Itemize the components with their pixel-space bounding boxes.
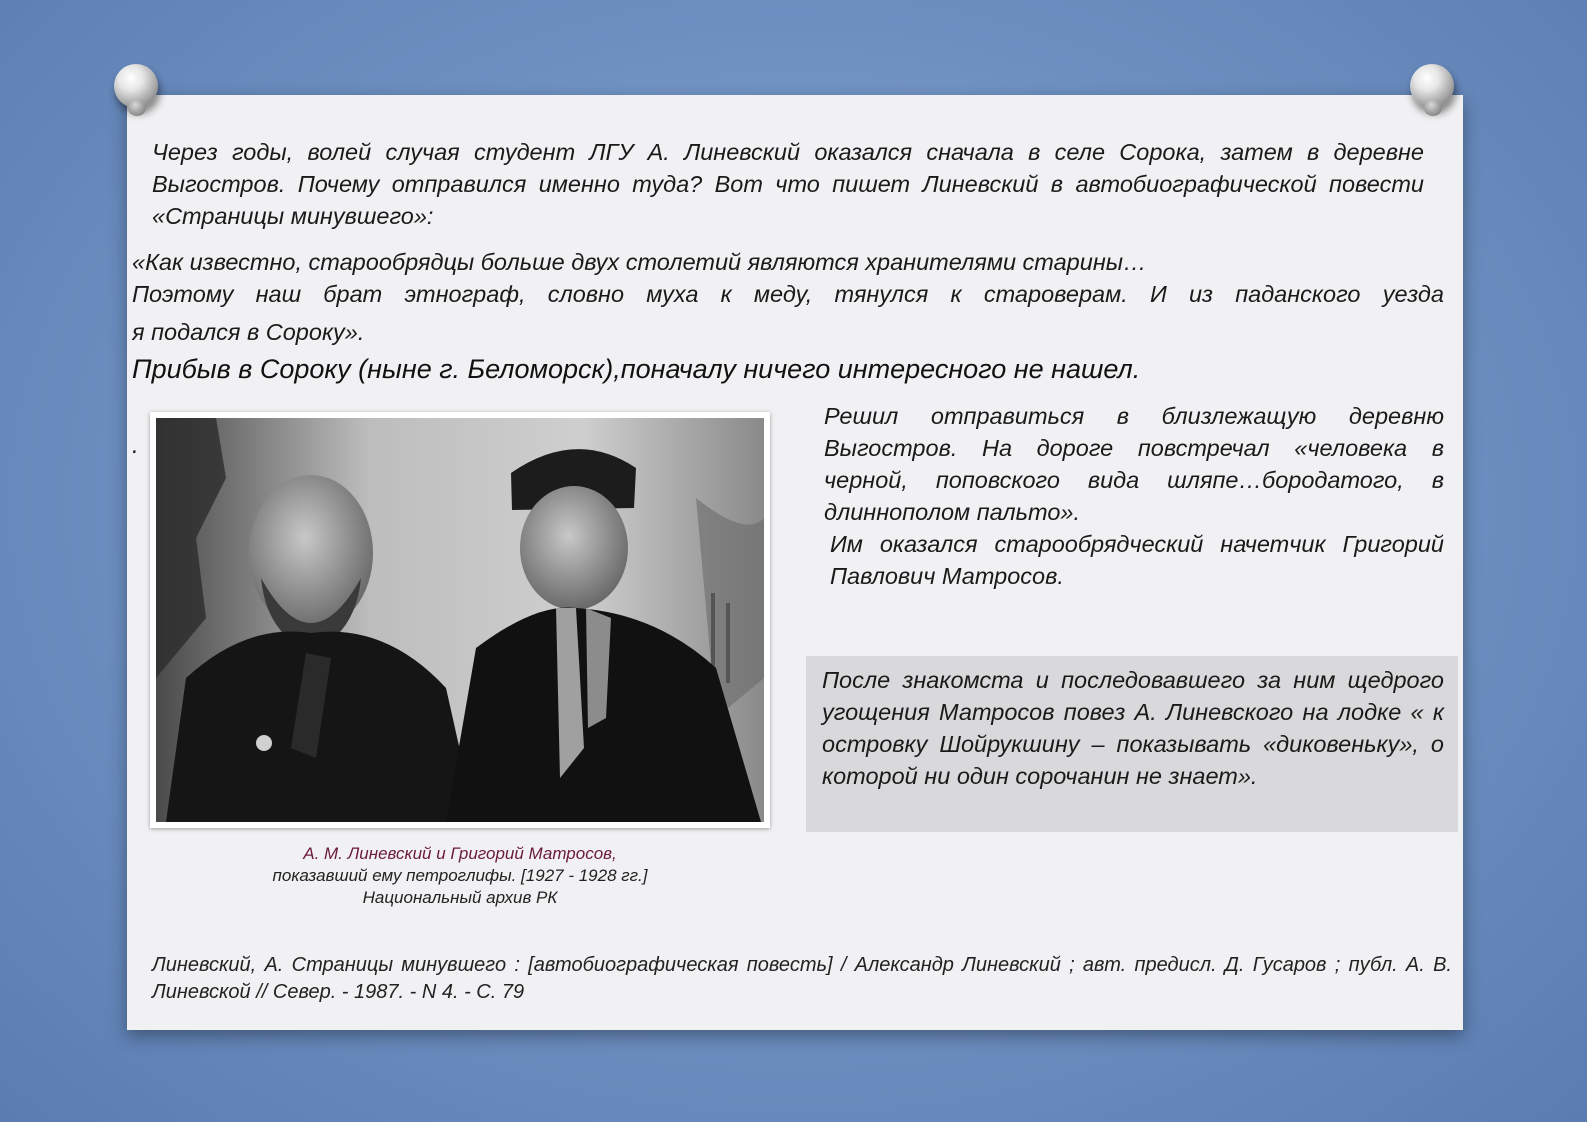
boat-paragraph: После знакомста и последовавшего за ним щедрого угощения Матросов повез А. Линевского на лодке « к островку Шойрукшину – показывать «диковеньку», о которой ни один сорочанин не знает». [822,667,1444,789]
meeting-text-1: Решил отправиться в близлежащую деревню Выгостров. На дороге повстречал «человека в черной, поповского вида шляпе…бородатого, в длиннополом пальто». [824,403,1444,525]
photo-frame [150,412,770,828]
intro-paragraph: Через годы, волей случая студент ЛГУ А. Линевский оказался сначала в селе Сорока, затем в деревне Выгостров. Почему отправился именно туда? Вот что пишет Линевский в автобиографической повести «Страницы минувшего»: [152,139,1424,229]
pushpin-left-icon [114,64,158,108]
arrival-line: Прибыв в Сороку (ныне г. Беломорск),поначалу ничего интересного не нашел. [132,354,1141,384]
quote-paragraph [132,246,1444,348]
pushpin-right-icon [1410,64,1454,108]
caption-line-3: Национальный архив РК [362,888,558,907]
caption-line-1: А. М. Линевский и Григорий Матросов, [303,844,617,863]
historical-photo [156,418,764,822]
stray-dot: . [132,432,139,459]
caption-line-2: показавший ему петроглифы. [1927 - 1928 гг.] [272,866,648,885]
photo-caption [150,843,770,909]
quote-line-3: я подался в Сороку». [132,319,365,345]
quote-line-1: «Как известно, старообрядцы больше двух столетий являются хранителями старины… [132,249,1147,275]
meeting-text-2: Им оказался старообрядческий начетчик Григорий Павлович Матросов. [830,531,1444,589]
quote-line-2: Поэтому наш брат этнограф, словно муха к меду, тянулся к староверам. И из паданского уезда [132,281,1444,307]
bibliographic-reference: Линевский, А. Страницы минувшего : [автобиографическая повесть] / Александр Линевский ; авт. предисл. Д. Гусаров ; публ. А. В. Линевской // Север. - 1987. - N 4. - С. 79 [152,954,1452,1003]
meeting-paragraph [824,400,1444,592]
